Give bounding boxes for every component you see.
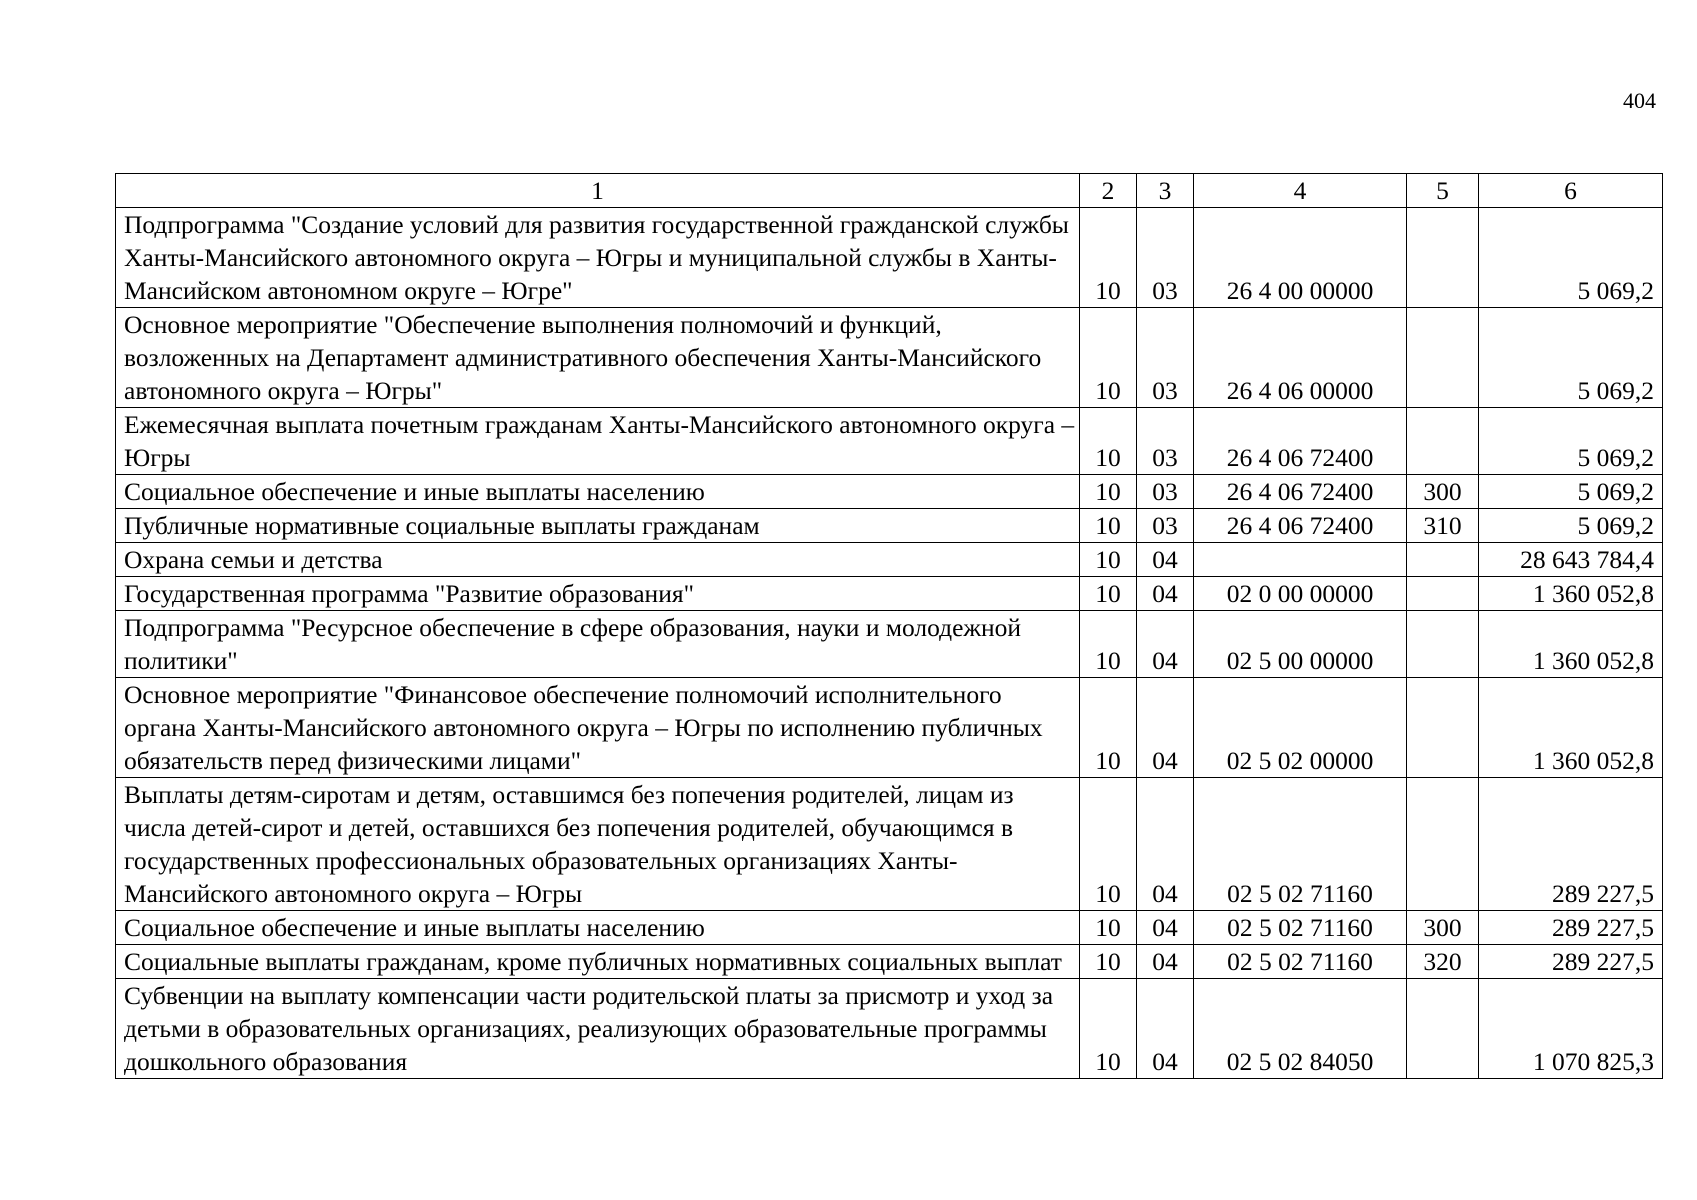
- target-article-cell: 26 4 06 72400: [1194, 509, 1407, 543]
- subsection-code-cell: 03: [1137, 408, 1194, 475]
- target-article-cell: 02 5 02 84050: [1194, 979, 1407, 1079]
- section-code-cell: 10: [1080, 308, 1137, 408]
- amount-cell: 1 070 825,3: [1479, 979, 1663, 1079]
- table-row: [116, 308, 1663, 408]
- section-code-cell: 10: [1080, 543, 1137, 577]
- subsection-code-cell: 03: [1137, 509, 1194, 543]
- row-name-cell: Охрана семьи и детства: [116, 543, 1080, 577]
- amount-cell: 289 227,5: [1479, 911, 1663, 945]
- row-name-cell: Подпрограмма "Создание условий для развития государственной гражданской службы Ханты-Мансийского автономного округа – Югры и муниципальной службы в Ханты-Мансийском автономном округе – Югре": [116, 208, 1080, 308]
- row-name-cell: Социальные выплаты гражданам, кроме публичных нормативных социальных выплат: [116, 945, 1080, 979]
- subsection-code-cell: 04: [1137, 543, 1194, 577]
- amount-cell: 5 069,2: [1479, 208, 1663, 308]
- table-row: [116, 577, 1663, 611]
- section-code-cell: 10: [1080, 611, 1137, 678]
- expense-type-cell: 310: [1407, 509, 1479, 543]
- target-article-cell: 26 4 00 00000: [1194, 208, 1407, 308]
- amount-cell: 5 069,2: [1479, 475, 1663, 509]
- expense-type-cell: 300: [1407, 475, 1479, 509]
- expense-type-cell: [1407, 308, 1479, 408]
- amount-cell: 289 227,5: [1479, 778, 1663, 911]
- row-name-cell: Выплаты детям-сиротам и детям, оставшимся без попечения родителей, лицам из числа детей-сирот и детей, оставшихся без попечения родителей, обучающимся в государственных профессиональных образовательных организациях Ханты-Мансийского автономного округа – Югры: [116, 778, 1080, 911]
- expense-type-cell: [1407, 778, 1479, 911]
- budget-table: [115, 173, 1663, 1079]
- expense-type-cell: 320: [1407, 945, 1479, 979]
- column-header: 3: [1137, 174, 1194, 208]
- target-article-cell: 02 5 02 00000: [1194, 678, 1407, 778]
- row-name-cell: Публичные нормативные социальные выплаты гражданам: [116, 509, 1080, 543]
- table-row: [116, 208, 1663, 308]
- expense-type-cell: [1407, 208, 1479, 308]
- table-row: [116, 945, 1663, 979]
- column-header: 5: [1407, 174, 1479, 208]
- section-code-cell: 10: [1080, 678, 1137, 778]
- table-row: [116, 911, 1663, 945]
- amount-cell: 289 227,5: [1479, 945, 1663, 979]
- row-name-cell: Ежемесячная выплата почетным гражданам Ханты-Мансийского автономного округа – Югры: [116, 408, 1080, 475]
- row-name-cell: Основное мероприятие "Финансовое обеспечение полномочий исполнительного органа Ханты-Мансийского автономного округа – Югры по исполнению публичных обязательств перед физическими лицами": [116, 678, 1080, 778]
- target-article-cell: 02 5 00 00000: [1194, 611, 1407, 678]
- section-code-cell: 10: [1080, 509, 1137, 543]
- row-name-cell: Подпрограмма "Ресурсное обеспечение в сфере образования, науки и молодежной политики": [116, 611, 1080, 678]
- row-name-cell: Субвенции на выплату компенсации части родительской платы за присмотр и уход за детьми в образовательных организациях, реализующих образовательные программы дошкольного образования: [116, 979, 1080, 1079]
- row-name-cell: Государственная программа "Развитие образования": [116, 577, 1080, 611]
- section-code-cell: 10: [1080, 475, 1137, 509]
- amount-cell: 1 360 052,8: [1479, 678, 1663, 778]
- table-header-row: [116, 174, 1663, 208]
- target-article-cell: 02 5 02 71160: [1194, 911, 1407, 945]
- subsection-code-cell: 03: [1137, 208, 1194, 308]
- section-code-cell: 10: [1080, 208, 1137, 308]
- section-code-cell: 10: [1080, 945, 1137, 979]
- column-header: 2: [1080, 174, 1137, 208]
- column-header: 4: [1194, 174, 1407, 208]
- target-article-cell: [1194, 543, 1407, 577]
- section-code-cell: 10: [1080, 979, 1137, 1079]
- column-header: 6: [1479, 174, 1663, 208]
- subsection-code-cell: 04: [1137, 611, 1194, 678]
- section-code-cell: 10: [1080, 911, 1137, 945]
- expense-type-cell: [1407, 611, 1479, 678]
- target-article-cell: 26 4 06 72400: [1194, 408, 1407, 475]
- column-header: 1: [116, 174, 1080, 208]
- table-row: [116, 611, 1663, 678]
- target-article-cell: 02 5 02 71160: [1194, 945, 1407, 979]
- target-article-cell: 02 0 00 00000: [1194, 577, 1407, 611]
- subsection-code-cell: 04: [1137, 979, 1194, 1079]
- amount-cell: 5 069,2: [1479, 509, 1663, 543]
- amount-cell: 5 069,2: [1479, 308, 1663, 408]
- subsection-code-cell: 04: [1137, 577, 1194, 611]
- target-article-cell: 26 4 06 00000: [1194, 308, 1407, 408]
- table-row: [116, 778, 1663, 911]
- amount-cell: 1 360 052,8: [1479, 611, 1663, 678]
- expense-type-cell: [1407, 678, 1479, 778]
- target-article-cell: 26 4 06 72400: [1194, 475, 1407, 509]
- amount-cell: 1 360 052,8: [1479, 577, 1663, 611]
- table-row: [116, 979, 1663, 1079]
- table-row: [116, 408, 1663, 475]
- subsection-code-cell: 03: [1137, 475, 1194, 509]
- row-name-cell: Социальное обеспечение и иные выплаты населению: [116, 911, 1080, 945]
- section-code-cell: 10: [1080, 778, 1137, 911]
- expense-type-cell: 300: [1407, 911, 1479, 945]
- subsection-code-cell: 04: [1137, 911, 1194, 945]
- subsection-code-cell: 04: [1137, 778, 1194, 911]
- target-article-cell: 02 5 02 71160: [1194, 778, 1407, 911]
- row-name-cell: Основное мероприятие "Обеспечение выполнения полномочий и функций, возложенных на Департамент административного обеспечения Ханты-Мансийского автономного округа – Югры": [116, 308, 1080, 408]
- section-code-cell: 10: [1080, 577, 1137, 611]
- table-row: [116, 678, 1663, 778]
- subsection-code-cell: 04: [1137, 678, 1194, 778]
- expense-type-cell: [1407, 408, 1479, 475]
- table-row: [116, 475, 1663, 509]
- subsection-code-cell: 04: [1137, 945, 1194, 979]
- section-code-cell: 10: [1080, 408, 1137, 475]
- amount-cell: 28 643 784,4: [1479, 543, 1663, 577]
- expense-type-cell: [1407, 577, 1479, 611]
- amount-cell: 5 069,2: [1479, 408, 1663, 475]
- page-number: 404: [1623, 88, 1656, 113]
- expense-type-cell: [1407, 979, 1479, 1079]
- subsection-code-cell: 03: [1137, 308, 1194, 408]
- table-row: [116, 509, 1663, 543]
- table-row: [116, 543, 1663, 577]
- expense-type-cell: [1407, 543, 1479, 577]
- row-name-cell: Социальное обеспечение и иные выплаты населению: [116, 475, 1080, 509]
